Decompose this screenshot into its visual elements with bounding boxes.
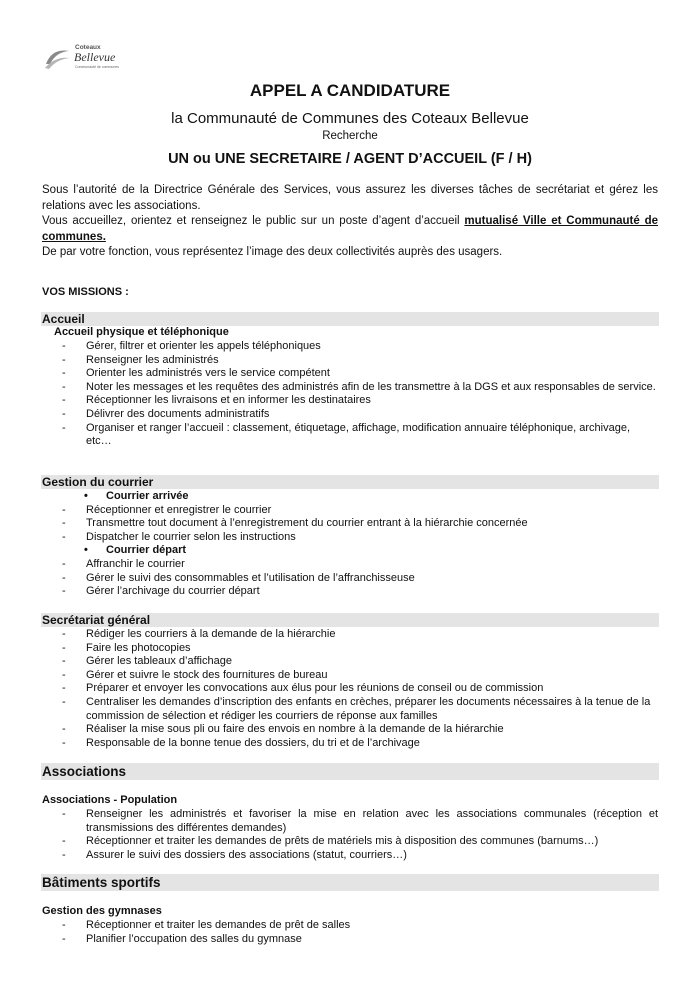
list-item: - Gérer l’archivage du courrier départ <box>62 585 260 598</box>
list-item: - Préparer et envoyer les convocations aux élus pour les réunions de conseil ou de commission <box>62 682 544 695</box>
list-item: - Faire les photocopies <box>62 641 191 654</box>
list-item: - Gérer les tableaux d’affichage <box>62 655 232 668</box>
list-item: - Rédiger les courriers à la demande de la hiérarchie <box>62 628 336 640</box>
section-heading-batiments: Bâtiments sportifs <box>41 874 659 891</box>
intro-paragraph-2 <box>42 214 658 245</box>
list-item: - Gérer et suivre le stock des fournitures de bureau <box>62 668 328 681</box>
list-item: - Délivrer des documents administratifs <box>62 407 270 420</box>
document-title: APPEL A CANDIDATURE <box>249 81 451 100</box>
list-item: - Organiser et ranger l’accueil : classement, étiquetage, affichage, modification annuaire téléphonique, archivage, etc… <box>62 421 631 448</box>
list-item: - Noter les messages et les requêtes des administrés afin de les transmettre à la DGS et aux responsables de service. <box>62 380 656 393</box>
list-item: - Réceptionner et traiter les demandes de prêts de matériels mis à disposition des communes (barnums…) <box>62 835 599 848</box>
logo-top-text: Coteaux <box>75 44 101 51</box>
recherche-label: Recherche <box>322 130 378 142</box>
list-item: - Transmettre tout document à l’enregistrement du courrier entrant à la hiérarchie concernée <box>62 517 528 530</box>
list-batiments <box>62 919 658 946</box>
section-heading-associations: Associations <box>41 763 659 780</box>
list-item: - Centraliser les demandes d’inscription des enfants en crèches, préparer les documents nécessaires à la tenue de la commission de sélection et rédiger les courriers de réponse aux familles <box>62 695 651 722</box>
subheading-accueil-physique: Accueil physique et téléphonique <box>54 326 229 338</box>
section-heading-secretariat: Secrétariat général <box>41 613 659 627</box>
list-item: - Réceptionner et enregistrer le courrier <box>62 503 272 516</box>
organization-line: la Communauté de Communes des Coteaux Bellevue <box>171 110 529 127</box>
list-item: - Renseigner les administrés <box>62 353 219 366</box>
subheading-gestion-gymnases: Gestion des gymnases <box>42 905 162 917</box>
subheading-associations-population: Associations - Population <box>42 794 178 806</box>
list-secretariat <box>62 628 658 750</box>
intro-paragraph-1: Sous l’autorité de la Directrice Générale des Services, vous assurez les diverses tâches de secrétariat et gérez les relations avec les associations. <box>42 184 658 212</box>
intro-paragraph-2-text: Vous accueillez, orientez et renseignez le public sur un poste d’agent d’accueil <box>42 215 465 227</box>
list-item: - Réaliser la mise sous pli ou faire des envois en nombre à la demande de la hiérarchie <box>62 723 504 736</box>
list-item: - Planifier l’occupation des salles du gymnase <box>62 932 302 945</box>
list-item-courrier-depart: • Courrier départ <box>84 544 187 557</box>
list-item: - Réceptionner les livraisons et en informer les destinataires <box>62 394 371 407</box>
list-item: - Orienter les administrés vers le service compétent <box>62 367 330 380</box>
list-item: - Responsable de la bonne tenue des dossiers, du tri et de l’archivage <box>62 736 420 749</box>
missions-label: VOS MISSIONS : <box>42 286 129 298</box>
section-heading-accueil: Accueil <box>41 312 659 326</box>
list-item: - Assurer le suivi des dossiers des associations (statut, courriers…) <box>62 848 407 861</box>
intro-paragraph-3: De par votre fonction, vous représentez l’image des deux collectivités auprès des usagers. <box>42 246 503 258</box>
logo-name: Bellevue <box>74 50 116 64</box>
intro-paragraph-2-emphasis: mutualisé Ville et Communauté de communes. <box>42 215 659 243</box>
list-item: - Réceptionner et traiter les demandes de prêt de salles <box>62 919 351 931</box>
list-courrier <box>62 490 658 599</box>
intro-text <box>42 183 658 261</box>
position-title: UN ou UNE SECRETAIRE / AGENT D’ACCUEIL (F / H) <box>168 151 532 167</box>
list-item-courrier-arrivee: • Courrier arrivée <box>84 490 189 502</box>
list-item: - Renseigner les administrés et favoriser la mise en relation avec les associations communales (réception et transmissions des différentes demandes) <box>62 808 658 834</box>
list-item: - Affranchir le courrier <box>62 557 185 570</box>
coteaux-bellevue-logo-mark <box>42 42 72 72</box>
list-item: - Gérer le suivi des consommables et l’utilisation de l’affranchisseuse <box>62 571 415 584</box>
logo-tagline: Communauté de communes <box>75 65 119 69</box>
section-heading-courrier: Gestion du courrier <box>41 475 659 489</box>
logo <box>42 40 132 74</box>
list-accueil <box>62 340 658 449</box>
list-item: - Dispatcher le courrier selon les instructions <box>62 530 296 543</box>
list-associations <box>62 808 658 862</box>
list-item: - Gérer, filtrer et orienter les appels téléphoniques <box>62 340 321 352</box>
